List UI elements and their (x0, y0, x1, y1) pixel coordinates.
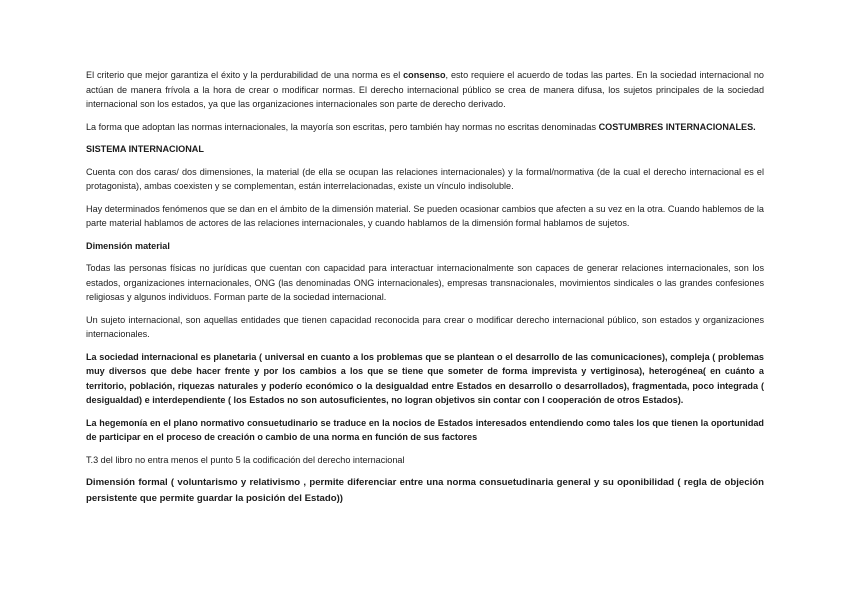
paragraph-consenso-text-a: El criterio que mejor garantiza el éxito y la perdurabilidad de una norma es el (86, 70, 404, 80)
paragraph-actores: Todas las personas físicas no jurídicas que cuentan con capacidad para interactuar internacionalmente son capaces de generar relaciones internacionales, son los estados, organizaciones internacionales, ONG (las denominadas ONG internacionales), empresas transnacionales, movimientos sindicales o las grandes confesiones religiosas y algunos individuos. Forman parte de la sociedad internacional. (86, 263, 764, 302)
heading-sistema-internacional: SISTEMA INTERNACIONAL (86, 144, 204, 154)
paragraph-tema-3: T.3 del libro no entra menos el punto 5 la codificación del derecho internacional (86, 454, 405, 465)
paragraph-dimension-formal: Dimensión formal ( voluntarismo y relativismo , permite diferenciar entre una norma consuetudinaria general y su oponibilidad ( regla de objeción persistente que permite guardar la posición del Estado)) (86, 477, 764, 504)
heading-dimension-material: Dimensión material (86, 240, 170, 251)
paragraph-consenso (86, 68, 764, 112)
paragraph-consenso-text-c: , esto requiere el acuerdo de todas las partes. En la sociedad internacional no actúan de manera frívola a la hora de crear o modificar normas. El derecho internacional público se crea de manera difusa, los sujetos principales de la sociedad internacional son los estados, ya que las organizaciones internacionales son parte de derecho derivado. (86, 70, 764, 109)
paragraph-costumbres-text: La forma que adoptan las normas internacionales, la mayoría son escritas, pero también hay normas no escritas denominadas (86, 121, 599, 132)
paragraph-dimensiones: Cuenta con dos caras/ dos dimensiones, la material (de ella se ocupan las relaciones internacionales) y la formal/normativa (de la cual el derecho internacional es el protagonista), ambas coexisten y se complementan, están interrelacionadas, existe un vínculo indisoluble. (86, 166, 764, 191)
consenso-term: consenso (403, 70, 446, 80)
costumbres-term: COSTUMBRES INTERNACIONALES. (598, 121, 756, 132)
paragraph-costumbres (86, 120, 764, 135)
paragraph-sujeto-internacional: Un sujeto internacional, son aquellas entidades que tienen capacidad reconocida para crear o modificar derecho internacional público, son estados y organizaciones internacionales. (86, 314, 764, 339)
paragraph-sociedad-planetaria: La sociedad internacional es planetaria ( universal en cuanto a los problemas que se plantean o el desarrollo de las comunicaciones), compleja ( problemas muy diversos que debe hacer frente y por los cambios a los que se tiene que someter de forma imprevista y vertiginosa), heterogénea( en cuánto a territorio, población, riquezas naturales y poderío económico o la desigualdad entre Estados en desarrollo o desarrollados), fragmentada, poco integrada ( desigualdad) e interdependiente ( los Estados no son autosuficientes, no logran objetivos sin contar con l cooperación de otros Estados). (86, 351, 764, 405)
paragraph-fenomenos: Hay determinados fenómenos que se dan en el ámbito de la dimensión material. Se pueden ocasionar cambios que afecten a su vez en la otra. Cuando hablemos de la parte material hablamos de actores de las relaciones internacionales, y cuando hablamos de la dimensión formal hablamos de sujetos. (86, 203, 764, 228)
document-page (86, 68, 764, 514)
paragraph-hegemonia: La hegemonía en el plano normativo consuetudinario se traduce en la nocios de Estados interesados entendiendo como tales los que tienen la oportunidad de participar en el proceso de creación o cambio de una norma en función de sus factores (86, 417, 764, 442)
